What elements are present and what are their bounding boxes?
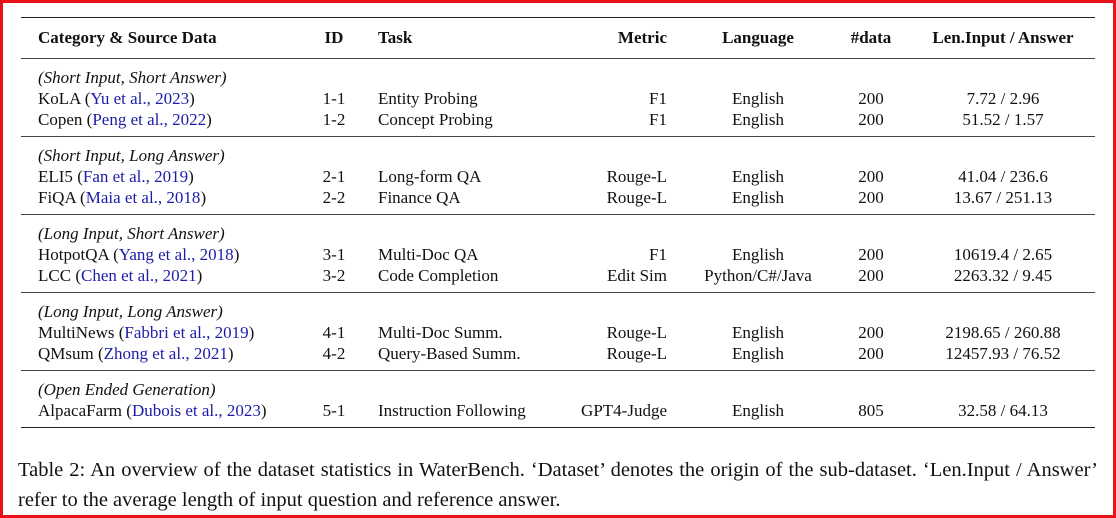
group-title: (Long Input, Long Answer) bbox=[38, 302, 223, 321]
source-cell: FiQA (Maia et al., 2018) bbox=[38, 188, 207, 207]
id-cell: 4-1 bbox=[322, 323, 346, 342]
language-cell: English bbox=[732, 167, 784, 186]
source-name: Copen bbox=[38, 110, 83, 129]
citation-link[interactable]: Yu et al., 2023 bbox=[90, 89, 190, 108]
header-data: #data bbox=[850, 28, 892, 47]
table-caption: Table 2: An overview of the dataset statistics in WaterBench. ‘Dataset’ denotes the origin of the sub-dataset. ‘Len.Input / Answer’ refer to the average length of input question and reference answer. bbox=[18, 459, 1098, 511]
source-cell: AlpacaFarm (Dubois et al., 2023) bbox=[38, 401, 267, 420]
bottom-rule bbox=[21, 427, 1095, 428]
id-cell: 3-2 bbox=[322, 266, 346, 285]
source-name: FiQA bbox=[38, 188, 76, 207]
language-cell: English bbox=[732, 188, 784, 207]
table-group bbox=[21, 293, 1095, 370]
source-name: HotpotQA bbox=[38, 245, 109, 264]
length-cell: 7.72 / 2.96 bbox=[966, 89, 1040, 108]
table-header bbox=[21, 18, 1095, 58]
header-language: Language bbox=[722, 28, 794, 47]
data-count-cell: 200 bbox=[858, 167, 884, 186]
header-category: Category & Source Data bbox=[38, 28, 217, 47]
table-row bbox=[21, 343, 1095, 364]
group-title: (Long Input, Short Answer) bbox=[38, 224, 225, 243]
length-cell: 51.52 / 1.57 bbox=[962, 110, 1044, 129]
table-row bbox=[21, 322, 1095, 343]
id-cell: 1-1 bbox=[322, 89, 346, 108]
group-title-row bbox=[21, 67, 1095, 88]
id-cell: 2-2 bbox=[322, 188, 346, 207]
source-cell: ELI5 (Fan et al., 2019) bbox=[38, 167, 194, 186]
source-cell: LCC (Chen et al., 2021) bbox=[38, 266, 203, 285]
table-row bbox=[21, 109, 1095, 130]
group-title-row bbox=[21, 301, 1095, 322]
metric-cell: Rouge-L bbox=[606, 167, 667, 186]
source-cell: HotpotQA (Yang et al., 2018) bbox=[38, 245, 240, 264]
group-title: (Short Input, Long Answer) bbox=[38, 146, 225, 165]
citation-link[interactable]: Dubois et al., 2023 bbox=[131, 401, 261, 420]
length-cell: 32.58 / 64.13 bbox=[958, 401, 1048, 420]
language-cell: Python/C#/Java bbox=[704, 266, 812, 285]
source-name: QMsum bbox=[38, 344, 94, 363]
task-cell: Finance QA bbox=[378, 188, 461, 207]
citation-link[interactable]: Maia et al., 2018 bbox=[85, 188, 201, 207]
task-cell: Query-Based Summ. bbox=[378, 344, 521, 363]
language-cell: English bbox=[732, 245, 784, 264]
task-cell: Entity Probing bbox=[378, 89, 478, 108]
table-row bbox=[21, 244, 1095, 265]
source-name: AlpacaFarm bbox=[38, 401, 123, 420]
length-cell: 2198.65 / 260.88 bbox=[945, 323, 1061, 342]
metric-cell: F1 bbox=[649, 89, 667, 108]
citation-link[interactable]: Zhong et al., 2021 bbox=[103, 344, 228, 363]
citation-link[interactable]: Peng et al., 2022 bbox=[92, 110, 207, 129]
data-count-cell: 200 bbox=[858, 323, 884, 342]
task-cell: Code Completion bbox=[378, 266, 499, 285]
data-count-cell: 200 bbox=[858, 344, 884, 363]
source-name: LCC bbox=[38, 266, 72, 285]
table-row bbox=[21, 265, 1095, 286]
data-count-cell: 200 bbox=[858, 266, 884, 285]
id-cell: 5-1 bbox=[322, 401, 346, 420]
source-name: KoLA bbox=[38, 89, 81, 108]
table-row bbox=[21, 88, 1095, 109]
group-title-row bbox=[21, 223, 1095, 244]
length-cell: 10619.4 / 2.65 bbox=[953, 245, 1053, 264]
table-group bbox=[21, 59, 1095, 136]
language-cell: English bbox=[732, 323, 784, 342]
source-name: MultiNews bbox=[38, 323, 115, 342]
citation-link[interactable]: Fan et al., 2019 bbox=[82, 167, 189, 186]
source-cell: KoLA (Yu et al., 2023) bbox=[38, 89, 195, 108]
dataset-table bbox=[21, 17, 1095, 428]
group-title-row bbox=[21, 145, 1095, 166]
table-row bbox=[21, 187, 1095, 208]
metric-cell: F1 bbox=[649, 110, 667, 129]
length-cell: 2263.32 / 9.45 bbox=[953, 266, 1053, 285]
header-id: ID bbox=[324, 28, 344, 47]
source-name: ELI5 bbox=[38, 167, 73, 186]
id-cell: 4-2 bbox=[322, 344, 346, 363]
length-cell: 41.04 / 236.6 bbox=[958, 167, 1048, 186]
metric-cell: Rouge-L bbox=[606, 188, 667, 207]
header-task: Task bbox=[378, 28, 413, 47]
group-title: (Short Input, Short Answer) bbox=[38, 68, 227, 87]
metric-cell: Rouge-L bbox=[606, 344, 667, 363]
source-cell: Copen (Peng et al., 2022) bbox=[38, 110, 212, 129]
data-count-cell: 200 bbox=[858, 188, 884, 207]
task-cell: Multi-Doc Summ. bbox=[378, 323, 503, 342]
citation-link[interactable]: Fabbri et al., 2019 bbox=[124, 323, 249, 342]
group-title-row bbox=[21, 379, 1095, 400]
group-title: (Open Ended Generation) bbox=[38, 380, 216, 399]
language-cell: English bbox=[732, 344, 784, 363]
data-count-cell: 200 bbox=[858, 110, 884, 129]
task-cell: Instruction Following bbox=[378, 401, 526, 420]
citation-link[interactable]: Yang et al., 2018 bbox=[118, 245, 234, 264]
metric-cell: F1 bbox=[649, 245, 667, 264]
citation-link[interactable]: Chen et al., 2021 bbox=[80, 266, 197, 285]
metric-cell: Edit Sim bbox=[607, 266, 667, 285]
language-cell: English bbox=[732, 110, 784, 129]
data-count-cell: 200 bbox=[858, 245, 884, 264]
header-len: Len.Input / Answer bbox=[932, 28, 1074, 47]
source-cell: MultiNews (Fabbri et al., 2019) bbox=[38, 323, 255, 342]
id-cell: 1-2 bbox=[322, 110, 346, 129]
table-group bbox=[21, 137, 1095, 214]
length-cell: 12457.93 / 76.52 bbox=[945, 344, 1061, 363]
table-row bbox=[21, 400, 1095, 421]
language-cell: English bbox=[732, 401, 784, 420]
table-row bbox=[21, 166, 1095, 187]
metric-cell: Rouge-L bbox=[606, 323, 667, 342]
table-group bbox=[21, 371, 1095, 427]
language-cell: English bbox=[732, 89, 784, 108]
task-cell: Long-form QA bbox=[378, 167, 482, 186]
source-cell: QMsum (Zhong et al., 2021) bbox=[38, 344, 234, 363]
id-cell: 2-1 bbox=[322, 167, 346, 186]
data-count-cell: 200 bbox=[858, 89, 884, 108]
task-cell: Concept Probing bbox=[378, 110, 493, 129]
task-cell: Multi-Doc QA bbox=[378, 245, 479, 264]
header-metric: Metric bbox=[617, 28, 667, 47]
length-cell: 13.67 / 251.13 bbox=[953, 188, 1053, 207]
data-count-cell: 805 bbox=[858, 401, 884, 420]
id-cell: 3-1 bbox=[322, 245, 346, 264]
table-group bbox=[21, 215, 1095, 292]
metric-cell: GPT4-Judge bbox=[581, 401, 667, 420]
